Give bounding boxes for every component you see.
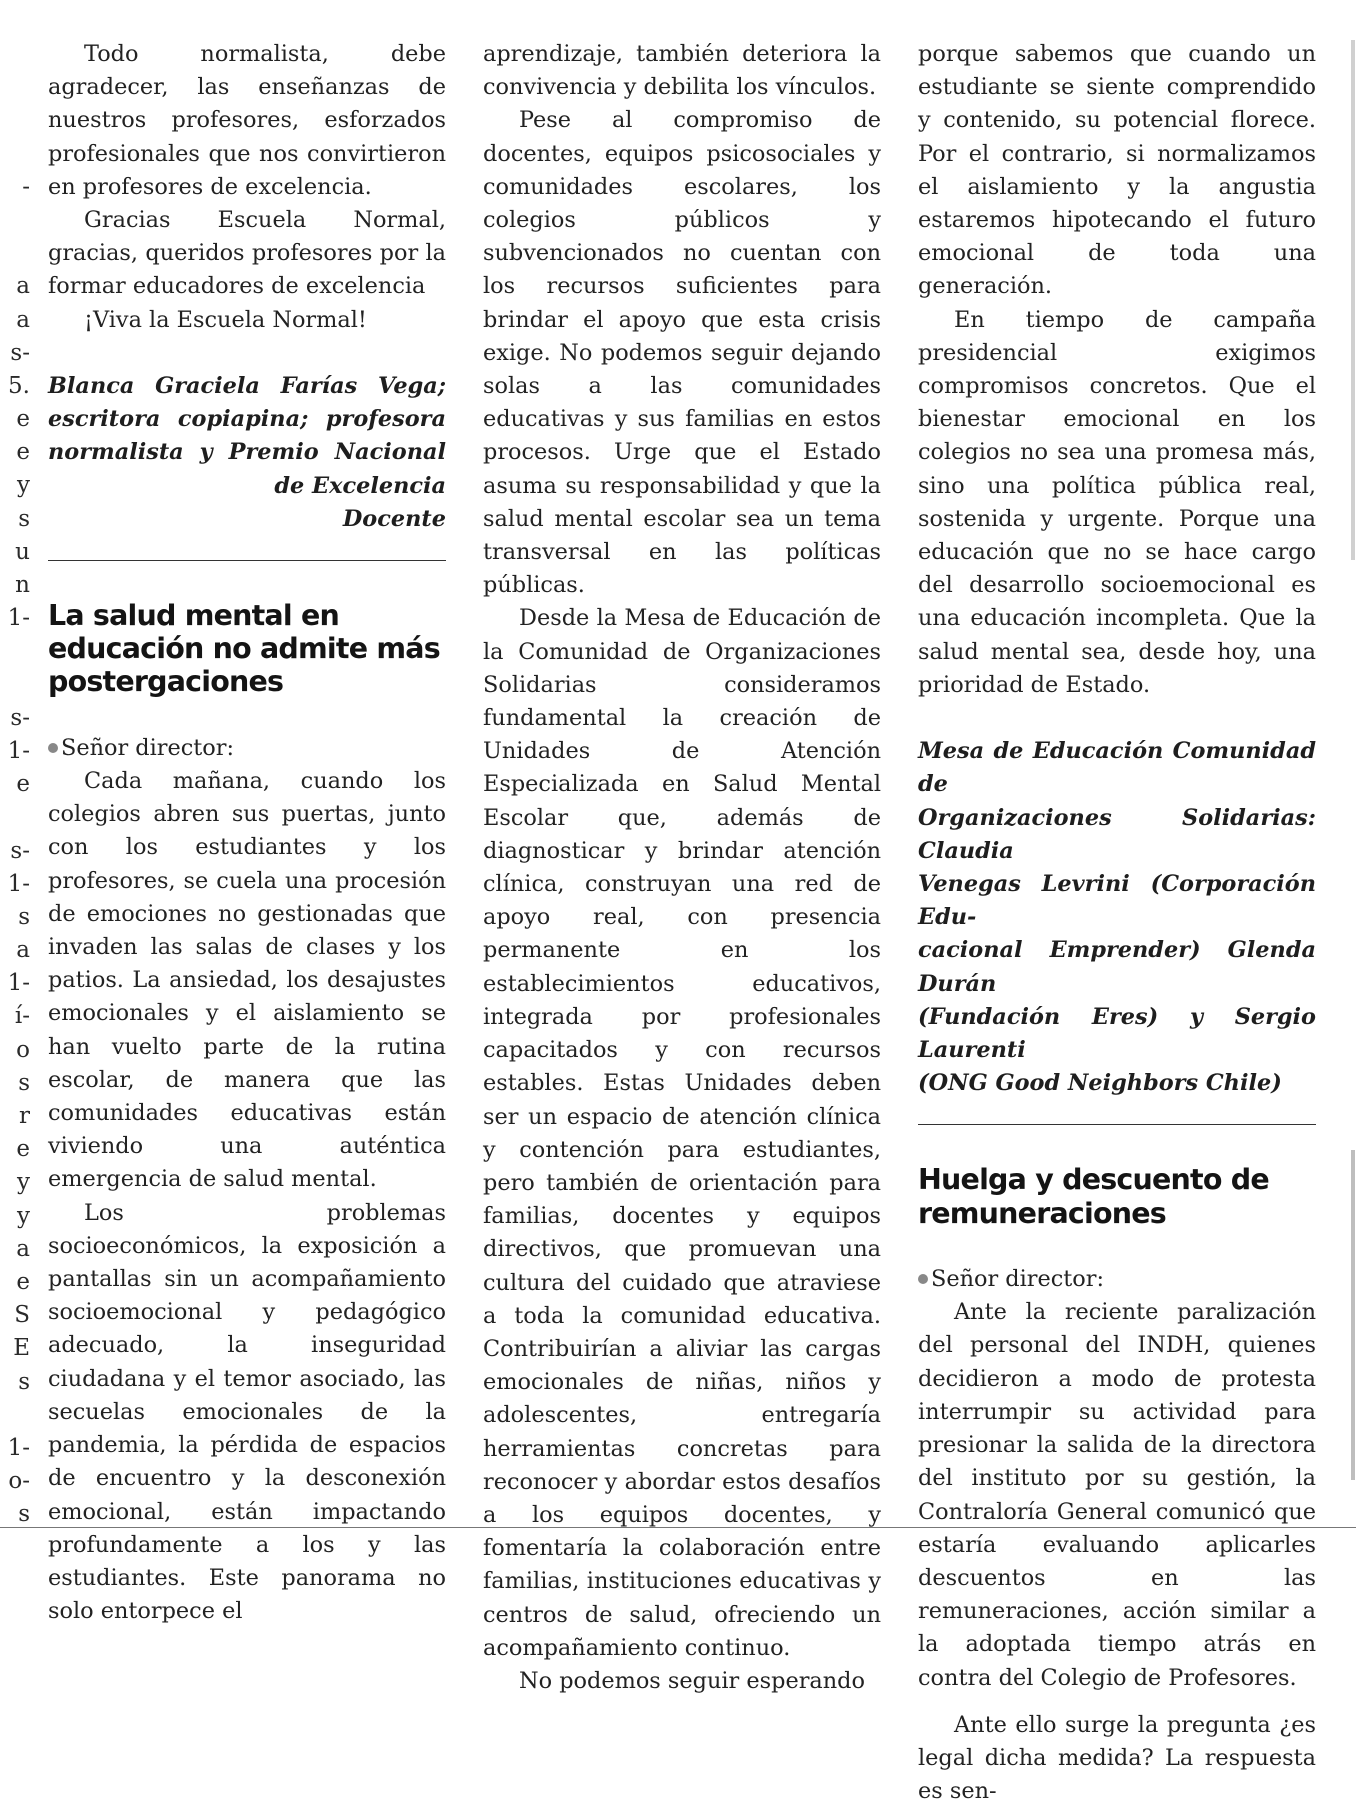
edge-fragment [0,635,30,668]
letter-paragraph: porque sabemos que cuando un estudiante se siente comprendido y contenido, su potencial florece. Por el contrario, si normalizamos el aislamiento y la angustia estaremos hipotecando el futuro emocional de toda una generación. [918,41,1316,300]
greeting [918,1263,1316,1296]
edge-fragment: s [18,903,30,930]
edge-fragment: e [16,771,30,798]
signature-line: Mesa de Educación Comunidad de [918,738,1316,798]
letter-paragraph: No podemos seguir esperando [519,1667,865,1694]
column-2 [483,38,881,1698]
edge-fragment: - [22,173,30,200]
edge-fragment [0,669,30,702]
edge-fragment: r [19,1103,30,1129]
edge-fragment: e [16,1268,30,1295]
edge-fragment [0,38,30,71]
edge-fragment: 1- [7,605,30,632]
edge-fragment [0,237,30,270]
column-1 [48,38,446,1628]
edge-fragment: a [16,937,30,964]
signature-line: (ONG Good Neighbors Chile) [918,1070,1282,1097]
letter-paragraph: ¡Viva la Escuela Normal! [84,306,367,333]
letter-paragraph: aprendizaje, también deteriora la convivencia y debilita los vínculos. [483,41,881,101]
edge-fragment: s [18,505,30,532]
page-bottom-rule [0,1527,1356,1528]
headline-huelga: Huelga y descuento de remuneraciones [918,1163,1269,1230]
edge-fragment: y [17,1169,30,1196]
letter-normalista [48,38,446,536]
letter-signature [918,735,1316,1100]
edge-fragment: 1- [7,1434,30,1461]
edge-fragment: a [16,273,30,300]
edge-fragment [0,71,30,104]
edge-fragment: y [17,1202,30,1229]
signature-line: Organizaciones Solidarias: Claudia [918,804,1316,864]
letter-paragraph: Desde la Mesa de Educación de la Comunidad de Organizaciones Solidarias consideramos fundamental la creación de Unidades de Atención Especializada en Salud Mental Escolar que, además de diagnosticar y brindar atención clínica, construyan una red de apoyo real, con presencia permanente en los establecimientos educativos, integrada por profesionales capacitados y con recursos estables. Estas Unidades deben ser un espacio de atención clínica y contención para estudiantes, pero también de orientación para familias, docentes y equipos directivos, que promuevan una cultura del cuidado que atraviese a toda la comunidad educativa. Contribuirían a aliviar las cargas emocionales de niñas, niños y adolescentes, entregaría herramientas concretas para reconocer y abordar estos desafíos a los equipos docentes, y fomentaría la colaboración entre familias, instituciones educativas y centros de salud, ofreciendo un acompañamiento continuo. [483,605,881,1661]
edge-fragment: s- [10,837,30,864]
edge-fragment: S [14,1302,30,1329]
edge-fragment: 5. [8,372,30,399]
edge-fragment [0,1399,30,1432]
bullet-icon [918,1274,928,1284]
edge-fragment: y [17,472,30,499]
edge-fragment: 1- [7,737,30,764]
edge-fragment: e [16,439,30,466]
letter-paragraph: Ante la reciente paralización del personal del INDH, quienes decidieron a modo de protesta interrumpir su actividad para presionar la salida de la directora del instituto por su gestión, la Contraloría General comunicó que estaría evaluando aplicarles descuentos en las remuneraciones, acción similar a la adoptada tiempo atrás en contra del Colegio de Profesores. [918,1299,1316,1691]
edge-fragment [0,801,30,834]
letter-paragraph: Los problemas socioeconómicos, la exposición a pantallas sin un acompañamiento socioemocional y pedagógico adecuado, la inseguridad ciudadana y el temor asociado, las secuelas emocionales de la pandemia, la pérdida de espacios de encuentro y la desconexión emocional, están impactando profundamente a los y las estudiantes. Este panorama no solo entorpece el [48,1199,446,1625]
edge-fragment: 1- [7,870,30,897]
left-edge-fragments [0,38,30,1531]
edge-fragment: o [16,1036,30,1063]
edge-fragment: í- [14,1003,30,1030]
signature-line: Blanca Graciela Farías Vega; escritora copiapina; profesora normalista y Premio Nacional de Excelencia [48,373,446,499]
edge-fragment: a [16,306,30,333]
edge-fragment: 1- [7,970,30,997]
edge-fragment: s- [10,339,30,366]
edge-fragment: o- [8,1468,30,1495]
letter-signature [48,370,446,536]
edge-fragment: s- [10,704,30,731]
letter-paragraph: Todo normalista, debe agradecer, las enseñanzas de nuestros profesores, esforzados profesionales que nos convirtieron en profesores de excelencia. [48,41,446,200]
signature-line: cacional Emprender) Glenda Durán [918,937,1316,997]
greeting [48,732,446,765]
edge-fragment: e [16,1136,30,1163]
signature-line: Venegas Levrini (Corporación Edu- [918,871,1316,931]
letter-paragraph: Pese al compromiso de docentes, equipos psicosociales y comunidades escolares, los colegios públicos y subvencionados no cuentan con los recursos suficientes para brindar el apoyo que esta crisis exige. No podemos seguir dejando solas a las comunidades educativas y sus familias en estos procesos. Urge que el Estado asuma su responsabilidad y que la salud mental escolar sea un tema transversal en las políticas públicas. [483,107,881,599]
edge-fragment: s [18,1368,30,1395]
letter-paragraph: Ante ello surge la pregunta ¿es legal dicha medida? La respuesta es sen- [918,1711,1316,1805]
edge-fragment: e [16,406,30,433]
column-3 [918,38,1316,1808]
edge-fragment: a [16,1235,30,1262]
edge-fragment: s [18,1069,30,1096]
edge-fragment: E [13,1335,30,1362]
edge-fragment [0,204,30,237]
headline-salud-mental: La salud mental en educación no admite más postergaciones [48,599,440,699]
letter-paragraph: Gracias Escuela Normal, gracias, queridos profesores por la formar educadores de excelencia [48,207,446,300]
greeting-text: Señor director: [61,734,235,761]
signature-line: Docente [342,505,446,532]
greeting-text: Señor director: [931,1266,1105,1293]
edge-fragment [0,138,30,171]
edge-fragment: n [15,572,30,598]
letter-paragraph: En tiempo de campaña presidencial exigimos compromisos concretos. Que el bienestar emocional en los colegios no sea una promesa más, sino una política pública real, sostenida y urgente. Porque una educación que no se hace cargo del desarrollo socioemocional es una educación incompleta. Que la salud mental sea, desde hoy, una prioridad de Estado. [918,306,1316,698]
letter-paragraph: Cada mañana, cuando los colegios abren sus puertas, junto con los estudiantes y los profesores, se cuela una procesión de emociones no gestionadas que invaden las salas de clases y los patios. La ansiedad, los desajustes emocionales y el aislamiento se han vuelto parte de la rutina escolar, de manera que las comunidades educativas están viviendo una auténtica emergencia de salud mental. [48,768,446,1193]
edge-fragment: s [18,1501,30,1528]
bullet-icon [48,743,58,753]
edge-fragment [0,104,30,137]
signature-line: (Fundación Eres) y Sergio Laurenti [918,1003,1316,1064]
edge-fragment: u [15,538,30,565]
right-edge-marks [1348,0,1356,1540]
